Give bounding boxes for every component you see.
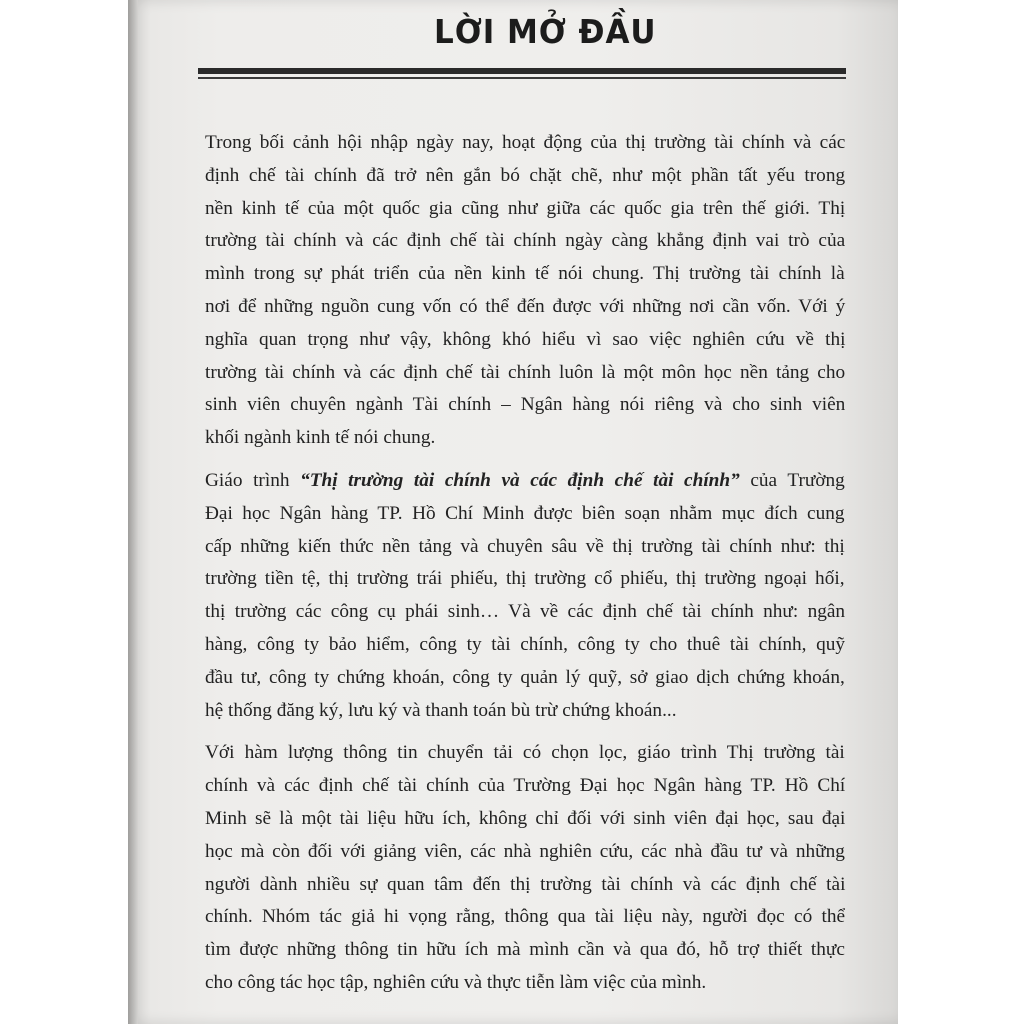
text-line: nền kinh tế của một quốc gia cũng như giữa các quốc gia trên thế giới. Thị: [205, 197, 846, 219]
text-line: tìm được những thông tin hữu ích mà mình cần và qua đó, hỗ trợ thiết thực: [205, 939, 845, 961]
text-line: cấp những kiến thức nền tảng và chuyên sâu về thị trường tài chính như: thị: [205, 535, 845, 557]
text-line: định chế tài chính đã trở nên gắn bó chặt chẽ, như một phần tất yếu trong: [205, 164, 846, 186]
paragraph-2: [205, 465, 845, 727]
heading-rule-thin: [198, 77, 846, 79]
body-text: [205, 127, 845, 1000]
text-line: học mà còn đối với giảng viên, các nhà nghiên cứu, các nhà đầu tư và những: [205, 840, 845, 862]
text-run: của Trường: [739, 469, 845, 491]
text-line: trường tiền tệ, thị trường trái phiếu, thị trường cổ phiếu, thị trường ngoại hối,: [205, 568, 845, 590]
text-line: nghĩa quan trọng như vậy, không khó hiểu vì sao việc nghiên cứu về thị: [205, 328, 846, 350]
text-line: cho công tác học tập, nghiên cứu và thực tiễn làm việc của mình.: [205, 971, 707, 993]
text-line: trường tài chính và các định chế tài chính ngày càng khẳng định vai trò của: [205, 230, 846, 252]
paragraph-1: [205, 127, 845, 455]
text-line: chính. Nhóm tác giả hi vọng rằng, thông qua tài liệu này, người đọc có thể: [205, 906, 846, 928]
text-line: hàng, công ty bảo hiểm, công ty tài chính, công ty cho thuê tài chính, quỹ: [205, 633, 846, 655]
text-line: sinh viên chuyên ngành Tài chính – Ngân hàng nói riêng và cho sinh viên: [205, 394, 846, 416]
text-line: hệ thống đăng ký, lưu ký và thanh toán bù trừ chứng khoán...: [205, 699, 677, 721]
text-line: nơi để những nguồn cung vốn có thể đến được với những nơi cần vốn. Với ý: [205, 295, 846, 317]
text-line: khối ngành kinh tế nói chung.: [205, 427, 436, 449]
text-line: người dành nhiều sự quan tâm đến thị trường tài chính và các định chế tài: [205, 873, 846, 895]
text-line: chính và các định chế tài chính của Trường Đại học Ngân hàng TP. Hồ Chí: [205, 775, 846, 797]
text-line: [205, 465, 845, 498]
text-line: Đại học Ngân hàng TP. Hồ Chí Minh được biên soạn nhằm mục đích cung: [205, 502, 845, 524]
text-line: Minh sẽ là một tài liệu hữu ích, không chỉ đối với sinh viên đại học, sau đại: [205, 807, 846, 829]
text-line: thị trường các công cụ phái sinh… Và về các định chế tài chính như: ngân: [205, 601, 846, 623]
text-line: đầu tư, công ty chứng khoán, công ty quản lý quỹ, sở giao dịch chứng khoán,: [205, 666, 845, 688]
text-line: Trong bối cảnh hội nhập ngày nay, hoạt động của thị trường tài chính và các: [205, 132, 846, 153]
paragraph-3: [205, 737, 845, 999]
heading-rule-thick: [198, 68, 846, 74]
text-line: Với hàm lượng thông tin chuyển tải có chọn lọc, giáo trình Thị trường tài: [205, 742, 845, 764]
book-title-emphasis: “Thị trường tài chính và các định chế tài chính”: [300, 469, 740, 491]
text-line: trường tài chính và các định chế tài chính luôn là một môn học nền tảng cho: [205, 361, 846, 383]
text-run: Giáo trình: [205, 469, 301, 491]
text-line: mình trong sự phát triển của nền kinh tế nói chung. Thị trường tài chính là: [205, 263, 845, 285]
page-heading: LỜI MỞ ĐẦU: [434, 12, 657, 51]
